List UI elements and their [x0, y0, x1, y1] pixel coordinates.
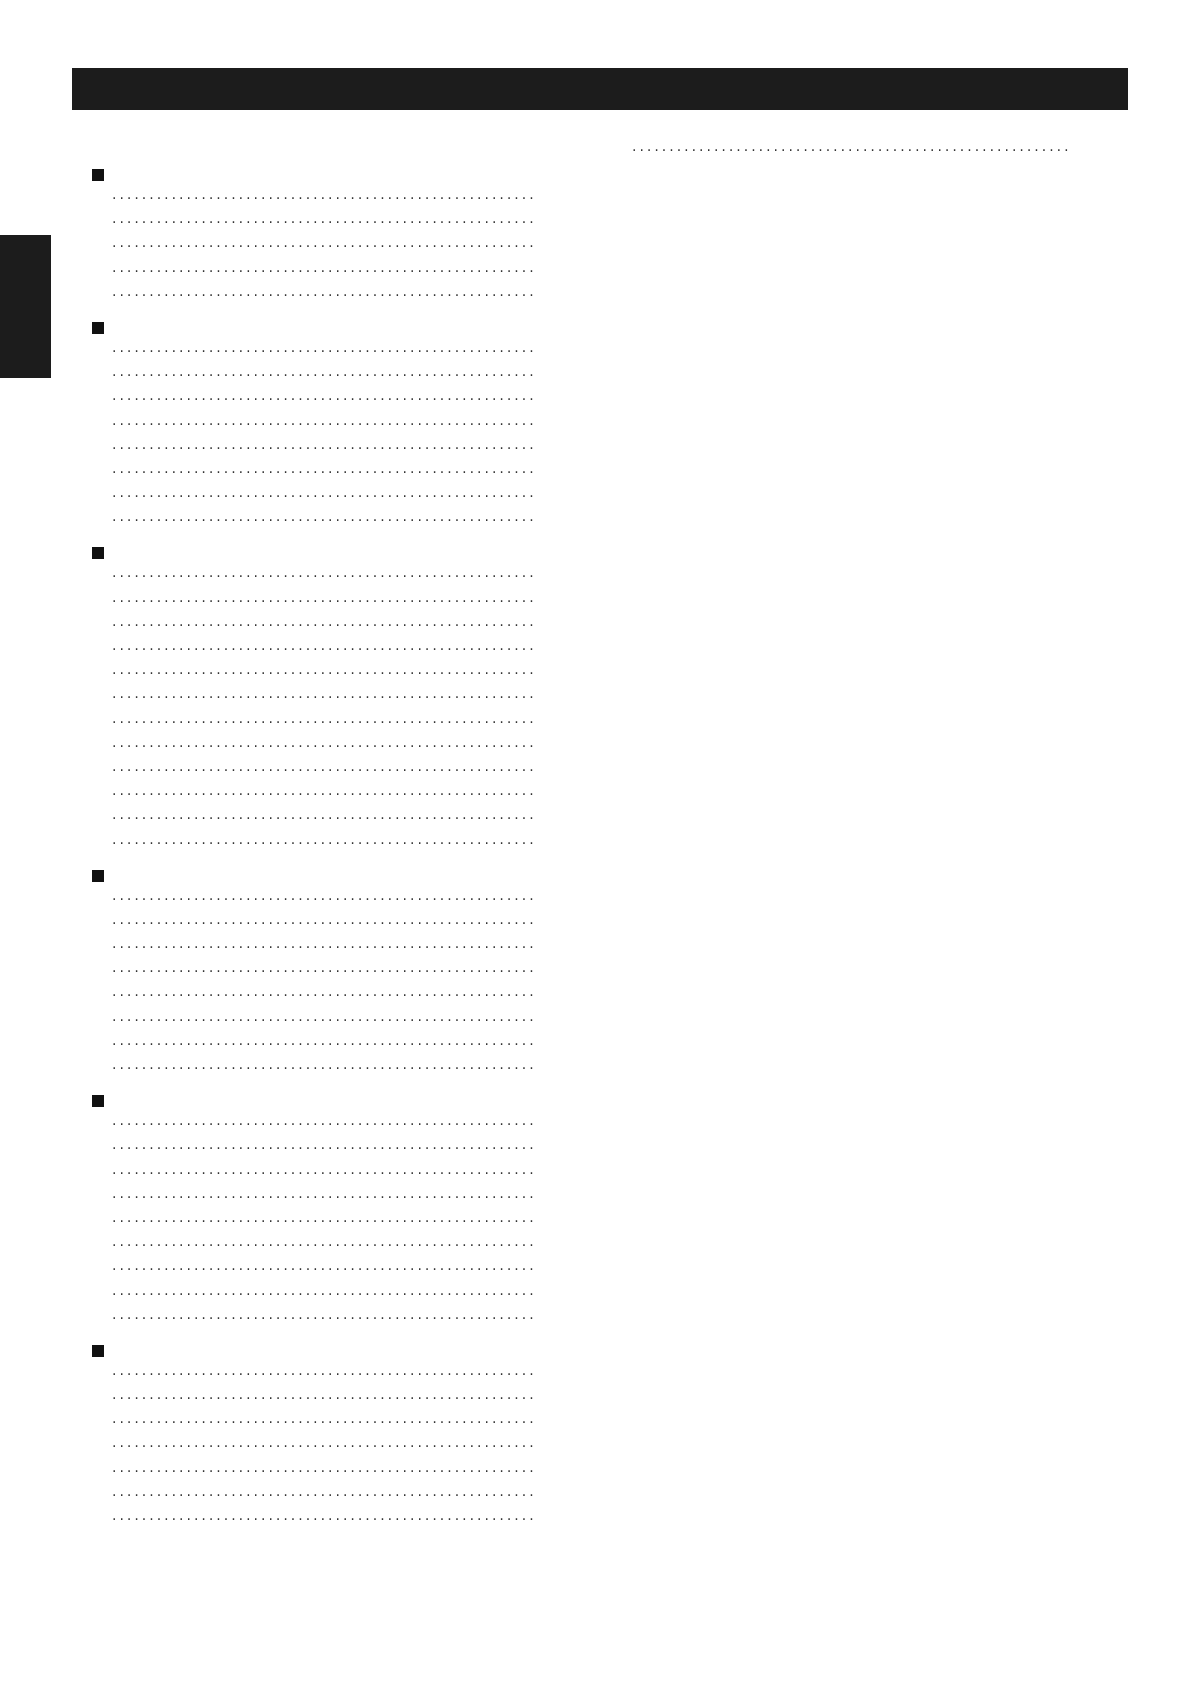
toc-entry[interactable] — [88, 1009, 576, 1033]
toc-entry[interactable] — [88, 1113, 576, 1137]
leader-dots — [112, 565, 536, 589]
toc-entry[interactable] — [88, 888, 576, 912]
toc-entry[interactable] — [88, 1162, 576, 1186]
toc-entry[interactable] — [88, 1057, 576, 1081]
leader-dots — [112, 1411, 536, 1435]
toc-entry[interactable] — [88, 1186, 576, 1210]
leader-dots — [112, 638, 536, 662]
toc-entry[interactable] — [88, 735, 576, 759]
toc-entry[interactable] — [88, 1307, 576, 1331]
leader-dots — [112, 1387, 536, 1411]
leader-dots — [112, 783, 536, 807]
toc-entry[interactable] — [88, 340, 576, 364]
leader-dots — [112, 340, 536, 364]
toc-entry[interactable] — [88, 284, 576, 308]
leader-dots — [112, 235, 536, 259]
toc-entry[interactable] — [88, 960, 576, 984]
leader-dots — [112, 984, 536, 1008]
leader-dots — [112, 735, 536, 759]
leader-dots — [112, 1009, 536, 1033]
leader-dots — [112, 1113, 536, 1137]
leader-dots — [112, 1057, 536, 1081]
leader-dots — [112, 960, 536, 984]
toc-section — [88, 316, 576, 534]
toc-section — [88, 864, 576, 1082]
square-bullet-icon — [92, 169, 104, 181]
leader-dots — [112, 284, 536, 308]
leader-dots — [112, 614, 536, 638]
toc-section — [88, 1339, 576, 1532]
toc-entry[interactable] — [88, 686, 576, 710]
square-bullet-icon — [92, 547, 104, 559]
toc-section-heading — [88, 163, 576, 187]
toc-entry[interactable] — [88, 211, 576, 235]
square-bullet-icon — [92, 322, 104, 334]
leader-dots — [112, 509, 536, 533]
toc-entry[interactable] — [88, 1363, 576, 1387]
toc-entry[interactable] — [88, 638, 576, 662]
leader-dots — [112, 888, 536, 912]
toc-entry[interactable] — [88, 1484, 576, 1508]
square-bullet-icon — [92, 1095, 104, 1107]
toc-section-heading — [88, 1339, 576, 1363]
toc-section — [88, 163, 576, 308]
leader-dots — [112, 1162, 536, 1186]
leader-dots — [112, 211, 536, 235]
toc-entry[interactable] — [88, 984, 576, 1008]
toc-section-heading — [88, 541, 576, 565]
toc-entry[interactable] — [88, 1258, 576, 1282]
toc-heading — [88, 139, 576, 163]
leader-dots — [112, 1307, 536, 1331]
toc-entry[interactable] — [88, 1460, 576, 1484]
leader-dots — [632, 139, 1070, 163]
leader-dots — [112, 485, 536, 509]
toc-entry[interactable] — [88, 1033, 576, 1057]
leader-dots — [112, 260, 536, 284]
toc-entry[interactable] — [88, 1508, 576, 1532]
leader-dots — [112, 461, 536, 485]
toc-entry[interactable] — [88, 235, 576, 259]
page-title — [72, 68, 1128, 110]
toc-entry[interactable] — [88, 662, 576, 686]
toc-section — [88, 541, 576, 855]
leader-dots — [112, 662, 536, 686]
toc-entry[interactable] — [88, 437, 576, 461]
toc-entry[interactable] — [88, 187, 576, 211]
toc-section — [88, 1089, 576, 1331]
leader-dots — [112, 590, 536, 614]
toc-entry[interactable] — [88, 1435, 576, 1459]
toc-entry[interactable] — [88, 759, 576, 783]
leader-dots — [112, 413, 536, 437]
toc-entry[interactable] — [88, 565, 576, 589]
leader-dots — [112, 1186, 536, 1210]
leader-dots — [112, 807, 536, 831]
toc-entry[interactable] — [88, 711, 576, 735]
leader-dots — [112, 364, 536, 388]
toc-entry[interactable] — [88, 1411, 576, 1435]
toc-right-column — [630, 139, 1110, 171]
toc-entry[interactable] — [88, 1283, 576, 1307]
toc-section-heading — [88, 316, 576, 340]
section-side-tab — [0, 235, 51, 378]
toc-entry[interactable] — [88, 807, 576, 831]
toc-entry[interactable] — [88, 783, 576, 807]
leader-dots — [112, 388, 536, 412]
toc-entry[interactable] — [88, 1387, 576, 1411]
square-bullet-icon — [92, 1345, 104, 1357]
leader-dots — [112, 912, 536, 936]
toc-entry[interactable] — [88, 260, 576, 284]
toc-entry[interactable] — [88, 832, 576, 856]
leader-dots — [112, 1137, 536, 1161]
leader-dots — [112, 759, 536, 783]
toc-entry[interactable] — [88, 912, 576, 936]
leader-dots — [112, 1283, 536, 1307]
leader-dots — [112, 1258, 536, 1282]
toc-entry[interactable] — [88, 509, 576, 533]
leader-dots — [112, 1363, 536, 1387]
toc-entry[interactable] — [88, 485, 576, 509]
toc-entry[interactable] — [88, 1210, 576, 1234]
leader-dots — [112, 1210, 536, 1234]
toc-entry[interactable] — [88, 364, 576, 388]
toc-section-heading — [88, 1089, 576, 1113]
leader-dots — [112, 1234, 536, 1258]
toc-entry[interactable] — [88, 590, 576, 614]
toc-entry[interactable] — [88, 614, 576, 638]
leader-dots — [112, 711, 536, 735]
toc-entry[interactable] — [88, 1137, 576, 1161]
leader-dots — [112, 437, 536, 461]
leader-dots — [112, 936, 536, 960]
toc-entry[interactable] — [88, 413, 576, 437]
leader-dots — [112, 1435, 536, 1459]
square-bullet-icon — [92, 870, 104, 882]
toc-entry[interactable] — [88, 461, 576, 485]
toc-entry[interactable] — [88, 388, 576, 412]
leader-dots — [112, 1508, 536, 1532]
leader-dots — [112, 1484, 536, 1508]
leader-dots — [112, 1033, 536, 1057]
toc-left-column — [88, 139, 576, 1540]
leader-dots — [112, 832, 536, 856]
leader-dots — [112, 1460, 536, 1484]
toc-section-heading — [88, 864, 576, 888]
leader-dots — [112, 686, 536, 710]
toc-entry[interactable] — [88, 936, 576, 960]
toc-entry[interactable] — [88, 1234, 576, 1258]
leader-dots — [112, 187, 536, 211]
toc-entry[interactable] — [630, 139, 1110, 163]
